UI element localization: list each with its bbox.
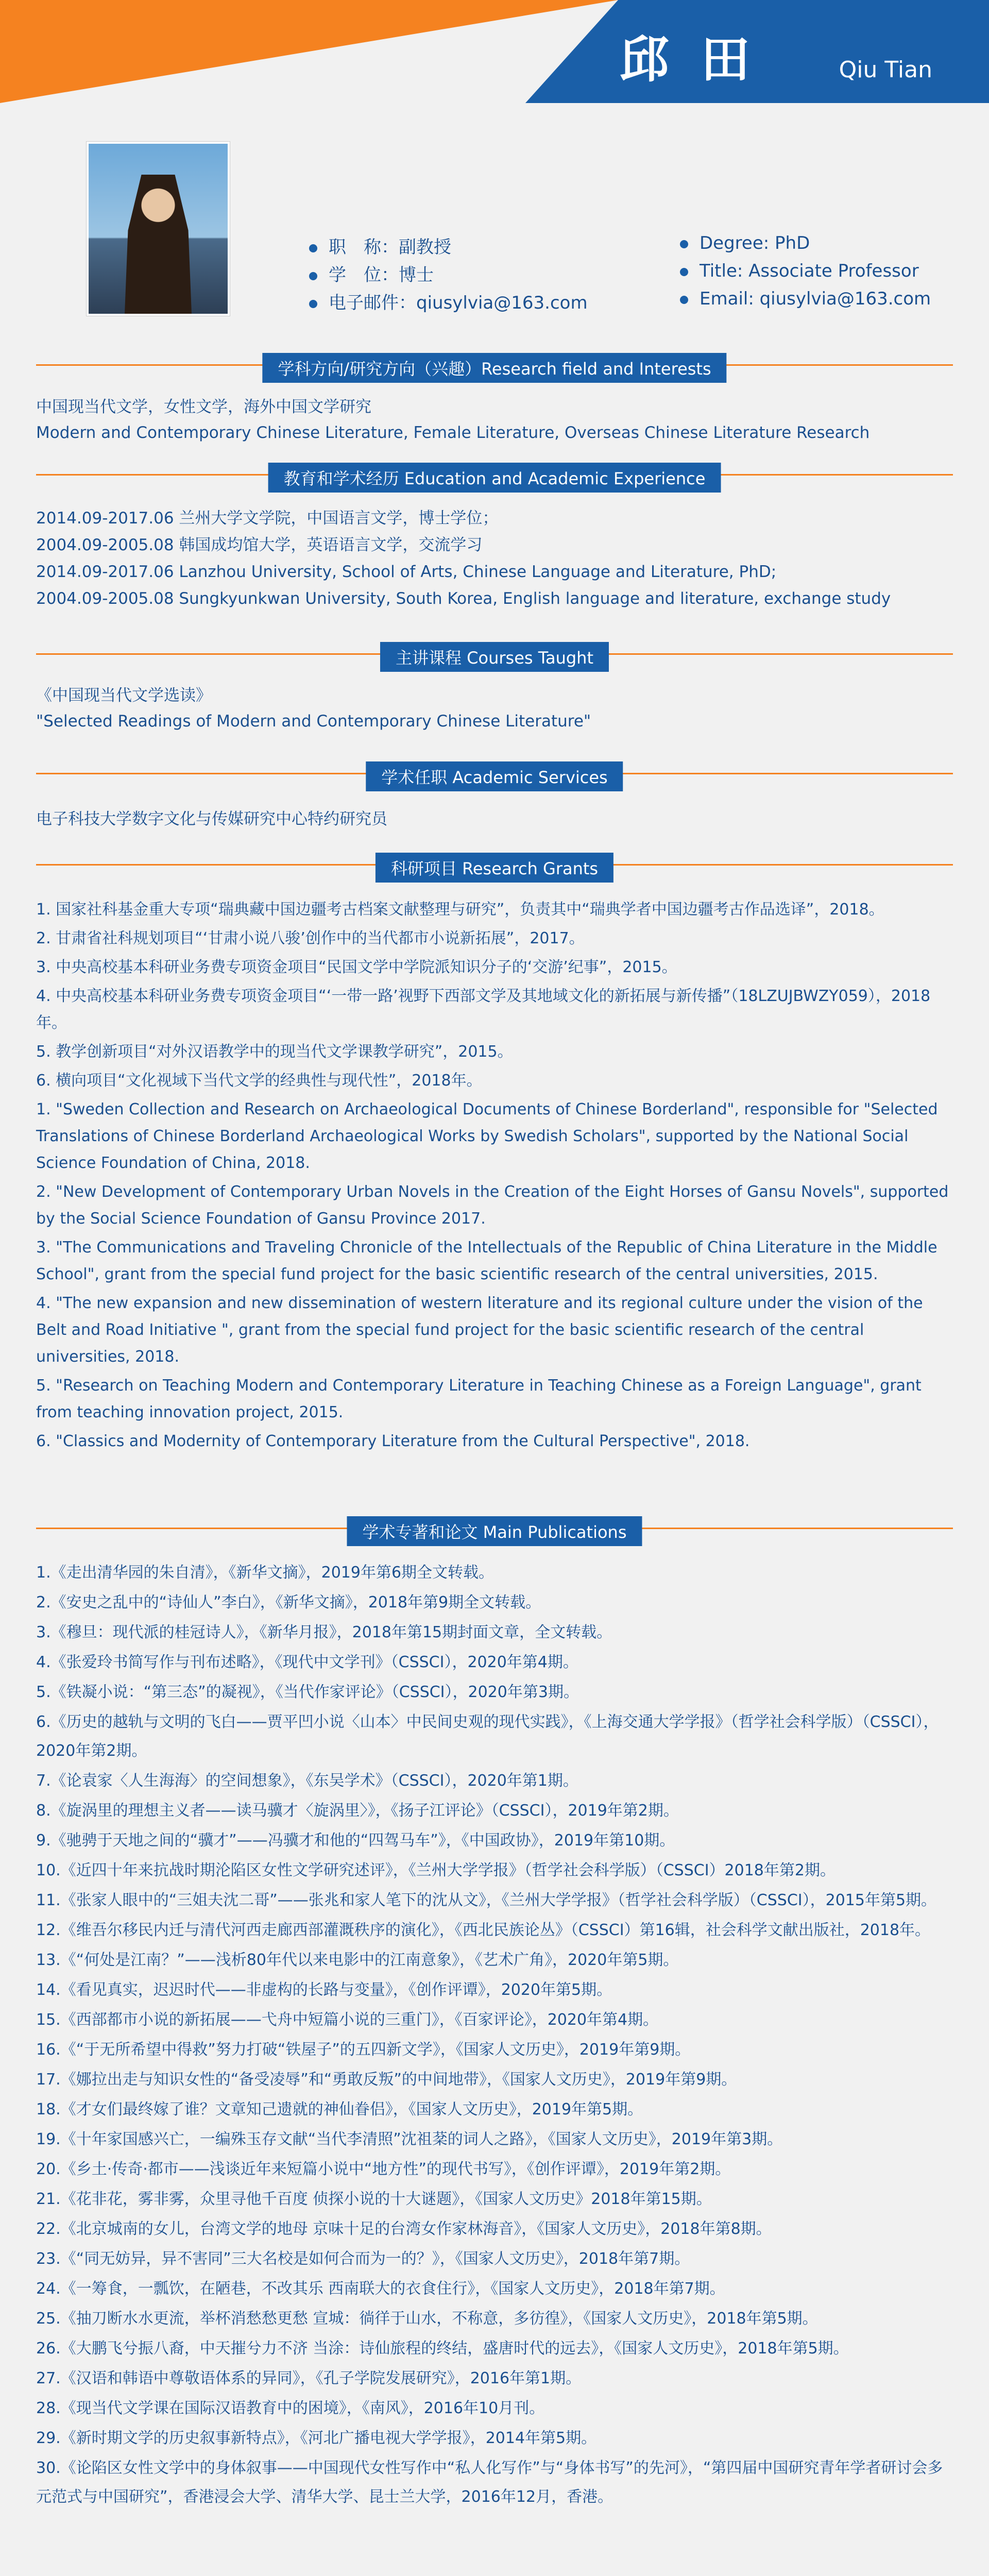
grants-block bbox=[36, 896, 953, 1457]
section-grants-title: 科研项目 Research Grants bbox=[376, 853, 613, 883]
service-block bbox=[36, 806, 953, 832]
section-courses-title: 主讲课程 Courses Taught bbox=[380, 642, 609, 672]
grant-item: 2. 甘肃省社科规划项目“‘甘肃小说八骏’创作中的当代都市小说新拓展”，2017。 bbox=[36, 929, 585, 947]
education-line: 2004.09-2005.08 Sungkyunkwan University, South Korea, English language and literature, exchange study bbox=[36, 589, 891, 608]
info-degree-en: Degree: PhD bbox=[680, 233, 810, 253]
publication-item: 19.《十年家国感兴亡，一编殊玉存文献“当代李清照”沈祖棻的词人之路》，《国家人文历史》，2019年第3期。 bbox=[36, 2130, 783, 2148]
publication-item: 1.《走出清华园的朱自清》，《新华文摘》，2019年第6期全文转载。 bbox=[36, 1564, 494, 1582]
section-research-title: 学科方向/研究方向（兴趣）Research field and Interests bbox=[262, 353, 726, 383]
name-cn: 邱 田 bbox=[619, 31, 757, 89]
publication-item: 25.《抽刀断水水更流，举杯消愁愁更愁 宣城：徜徉于山水，不称意，多彷徨》，《国家人文历史》，2018年第5期。 bbox=[36, 2310, 818, 2328]
publication-item: 20.《乡土·传奇·都市——浅谈近年来短篇小说中“地方性”的现代书写》，《创作评谭》，2019年第2期。 bbox=[36, 2160, 731, 2178]
research-line: Modern and Contemporary Chinese Literature, Female Literature, Overseas Chinese Literature Research bbox=[36, 423, 870, 442]
publication-item: 2.《安史之乱中的“诗仙人”李白》，《新华文摘》，2018年第9期全文转载。 bbox=[36, 1594, 541, 1612]
publication-item: 26.《大鹏飞兮振八裔，中天摧兮力不济 当涂：诗仙旅程的终结，盛唐时代的远去》，《国家人文历史》，2018年第5期。 bbox=[36, 2340, 849, 2358]
course-line: "Selected Readings of Modern and Contemporary Chinese Literature" bbox=[36, 712, 591, 731]
bullet-icon bbox=[309, 300, 317, 308]
publication-item: 11.《张家人眼中的“三姐夫沈二哥”——张兆和家人笔下的沈从文》，《兰州大学学报》（哲学社会科学版）（CSSCI），2015年第5期。 bbox=[36, 1891, 937, 1909]
grant-item: 5. 教学创新项目“对外汉语教学中的现当代文学课教学研究”，2015。 bbox=[36, 1043, 513, 1061]
publication-item: 5.《铁凝小说：“第三态”的凝视》，《当代作家评论》（CSSCI），2020年第3期。 bbox=[36, 1683, 579, 1701]
grant-item: 6. 横向项目“文化视域下当代文学的经典性与现代性”，2018年。 bbox=[36, 1072, 482, 1090]
education-line: 2014.09-2017.06 Lanzhou University, School of Arts, Chinese Language and Literature, PhD; bbox=[36, 563, 777, 581]
service-line: 电子科技大学数字文化与传媒研究中心特约研究员 bbox=[36, 810, 387, 828]
publication-item: 22.《北京城南的女儿，台湾文学的地母 京味十足的台湾女作家林海音》，《国家人文历史》，2018年第8期。 bbox=[36, 2220, 772, 2238]
publication-item: 30.《论陷区女性文学中的身体叙事——中国现代女性写作中“私人化写作”与“身体书写”的先河》，“第四届中国研究青年学者研讨会多元范式与中国研究”，香港浸会大学、清华大学、昆士兰大学，2016年12月，香港。 bbox=[36, 2459, 943, 2506]
name-en: Qiu Tian bbox=[839, 57, 932, 83]
publication-item: 13.《“何处是江南？”——浅析80年代以来电影中的江南意象》，《艺术广角》，2020年第5期。 bbox=[36, 1951, 679, 1969]
publication-item: 16.《“于无所希望中得救”努力打破“铁屋子”的五四新文学》，《国家人文历史》，2019年第9期。 bbox=[36, 2041, 691, 2059]
publication-item: 18.《才女们最终嫁了谁？文章知己遗就的神仙眷侣》，《国家人文历史》，2019年第5期。 bbox=[36, 2100, 643, 2119]
grant-item: 1. "Sweden Collection and Research on Archaeological Documents of Chinese Borderland", responsible for "Selected Translations of Chinese Borderland Archaeological Works by Swedish Scholars", supported by the National Social Science Foundation of China, 2018. bbox=[36, 1100, 938, 1172]
publication-item: 23.《“同无妨异，异不害同”三大名校是如何合而为一的？》，《国家人文历史》，2018年第7期。 bbox=[36, 2250, 690, 2268]
publication-item: 15.《西部都市小说的新拓展——弋舟中短篇小说的三重门》，《百家评论》，2020年第4期。 bbox=[36, 2011, 659, 2029]
bullet-icon bbox=[680, 296, 688, 304]
bullet-icon bbox=[309, 244, 317, 252]
publication-item: 6.《历史的越轨与文明的飞白——贾平凹小说〈山本〉中民间史观的现代实践》，《上海交通大学学报》（哲学社会科学版）（CSSCI），2020年第2期。 bbox=[36, 1713, 939, 1760]
info-degree-cn: 学 位：博士 bbox=[309, 261, 434, 286]
publication-item: 27.《汉语和韩语中尊敬语体系的异同》，《孔子学院发展研究》，2016年第1期。 bbox=[36, 2369, 582, 2387]
grant-item: 5. "Research on Teaching Modern and Contemporary Literature in Teaching Chinese as a Foreign Language", grant from teaching innovation project, 2015. bbox=[36, 1377, 922, 1421]
header-orange-band bbox=[0, 0, 618, 103]
grant-item: 2. "New Development of Contemporary Urban Novels in the Creation of the Eight Horses of Gansu Novels", supported by the Social Science Foundation of Gansu Province 2017. bbox=[36, 1183, 949, 1228]
publication-item: 9.《驰骋于天地之间的“骥才”——冯骥才和他的“四驾马车”》，《中国政协》，2019年第10期。 bbox=[36, 1832, 675, 1850]
publication-item: 29.《新时期文学的历史叙事新特点》，《河北广播电视大学学报》，2014年第5期。 bbox=[36, 2429, 597, 2447]
grant-item: 6. "Classics and Modernity of Contemporary Literature from the Cultural Perspective", 2018. bbox=[36, 1432, 750, 1450]
grant-item: 3. 中央高校基本科研业务费专项资金项目“民国文学中学院派知识分子的‘交游’纪事”，2015。 bbox=[36, 958, 677, 976]
publication-item: 4.《张爱玲书简写作与刊布述略》，《现代中文学刊》（CSSCI），2020年第4期。 bbox=[36, 1653, 578, 1671]
grant-item: 3. "The Communications and Traveling Chronicle of the Intellectuals of the Republic of China Literature in the Middle School", grant from the special fund project for the basic scientific research of the central universities, 2015. bbox=[36, 1239, 937, 1283]
publication-item: 28.《现当代文学课在国际汉语教育中的困境》，《南风》，2016年10月刊。 bbox=[36, 2399, 545, 2417]
courses-block bbox=[36, 683, 953, 734]
grant-item: 1. 国家社科基金重大专项“瑞典藏中国边疆考古档案文献整理与研究”，负责其中“瑞典学者中国边疆考古作品选译”，2018。 bbox=[36, 901, 884, 919]
section-service-title: 学术任职 Academic Services bbox=[366, 761, 623, 791]
info-title-en: Title: Associate Professor bbox=[680, 261, 919, 281]
section-publications-title: 学术专著和论文 Main Publications bbox=[347, 1516, 642, 1546]
grant-item: 4. 中央高校基本科研业务费专项资金项目“‘一带一路’视野下西部文学及其地域文化的新拓展与新传播”（18LZUJBWZY059），2018年。 bbox=[36, 987, 931, 1032]
publication-item: 14.《看见真实，迟迟时代——非虚构的长路与变量》，《创作评谭》，2020年第5期。 bbox=[36, 1981, 612, 1999]
research-line: 中国现当代文学，女性文学，海外中国文学研究 bbox=[36, 398, 371, 416]
education-line: 2004.09-2005.08 韩国成均馆大学，英语语言文学，交流学习 bbox=[36, 536, 483, 554]
publication-item: 10.《近四十年来抗战时期沦陷区女性文学研究述评》，《兰州大学学报》（哲学社会科学版）（CSSCI）2018年第2期。 bbox=[36, 1861, 835, 1879]
bullet-icon bbox=[680, 268, 688, 276]
publication-item: 21.《花非花，雾非雾，众里寻他千百度 侦探小说的十大谜题》，《国家人文历史》2018年第15期。 bbox=[36, 2190, 712, 2208]
grant-item: 4. "The new expansion and new dissemination of western literature and its regional culture under the vision of the Belt and Road Initiative ", grant from the special fund project for the basic scientific research of the central universities, 2018. bbox=[36, 1294, 923, 1366]
info-email-cn: 电子邮件：qiusylvia@163.com bbox=[309, 289, 588, 314]
photo-figure bbox=[125, 175, 192, 314]
publication-item: 3.《穆旦：现代派的桂冠诗人》，《新华月报》，2018年第15期封面文章，全文转载。 bbox=[36, 1623, 612, 1641]
publications-block bbox=[36, 1558, 953, 2513]
education-line: 2014.09-2017.06 兰州大学文学院，中国语言文学，博士学位； bbox=[36, 509, 499, 528]
section-education-title: 教育和学术经历 Education and Academic Experience bbox=[268, 463, 721, 493]
publication-item: 7.《论袁家〈人生海海〉的空间想象》，《东吴学术》（CSSCI），2020年第1期。 bbox=[36, 1772, 578, 1790]
bullet-icon bbox=[309, 272, 317, 280]
research-block bbox=[36, 394, 953, 446]
course-line: 《中国现当代文学选读》 bbox=[36, 686, 212, 705]
bullet-icon bbox=[680, 240, 688, 248]
education-block bbox=[36, 505, 953, 612]
publication-item: 12.《维吾尔移民内迁与清代河西走廊西部灌溉秩序的演化》，《西北民族论丛》（CSSCI）第16辑，社会科学文献出版社，2018年。 bbox=[36, 1921, 931, 1939]
publication-item: 8.《旋涡里的理想主义者——读马骥才〈旋涡里〉》，《扬子江评论》（CSSCI），2019年第2期。 bbox=[36, 1802, 679, 1820]
publication-item: 17.《娜拉出走与知识女性的“备受凌辱”和“勇敢反叛”的中间地带》，《国家人文历史》，2019年第9期。 bbox=[36, 2071, 737, 2089]
info-title-cn: 职 称：副教授 bbox=[309, 233, 451, 258]
info-email-en: Email: qiusylvia@163.com bbox=[680, 289, 931, 309]
profile-photo bbox=[87, 142, 230, 316]
publication-item: 24.《一筹食，一瓢饮，在陋巷，不改其乐 西南联大的衣食住行》，《国家人文历史》，2018年第7期。 bbox=[36, 2280, 725, 2298]
